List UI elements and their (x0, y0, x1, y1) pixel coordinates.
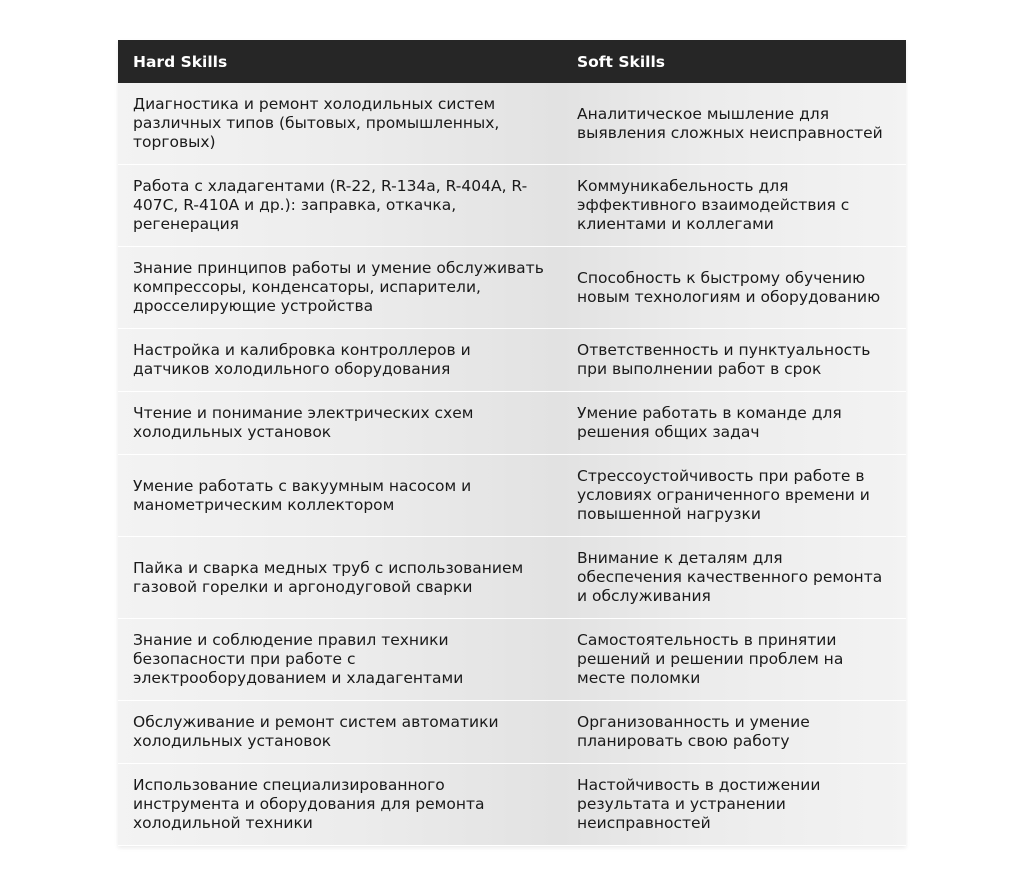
soft-skill-cell: Аналитическое мышление для выявления сложных неисправностей (577, 104, 883, 142)
hard-skill-cell: Диагностика и ремонт холодильных систем различных типов (бытовых, промышленных, торговых) (133, 95, 500, 151)
header-hard-skills: Hard Skills (133, 52, 228, 71)
hard-skill-cell: Настройка и калибровка контроллеров и датчиков холодильного оборудования (133, 341, 471, 378)
table-row (118, 537, 906, 619)
table-row (118, 329, 906, 392)
header-row (118, 40, 906, 83)
hard-skill-cell: Умение работать с вакуумным насосом и манометрическим коллектором (133, 476, 472, 514)
skills-table (118, 40, 906, 846)
table-row (118, 619, 906, 701)
table-header (118, 40, 906, 83)
table-body (118, 83, 906, 846)
soft-skill-cell: Стрессоустойчивость при работе в условиях ограниченного времени и повышенной нагрузки (577, 467, 870, 523)
soft-skill-cell: Ответственность и пунктуальность при выполнении работ в срок (577, 341, 871, 378)
skills-table-container (118, 40, 906, 846)
hard-skill-cell: Обслуживание и ремонт систем автоматики холодильных установок (133, 713, 499, 750)
table-row (118, 455, 906, 537)
soft-skill-cell: Настойчивость в достижении результата и устранении неисправностей (577, 776, 821, 832)
soft-skill-cell: Умение работать в команде для решения общих задач (577, 404, 842, 441)
table-row (118, 701, 906, 764)
soft-skill-cell: Организованность и умение планировать свою работу (577, 713, 810, 750)
soft-skill-cell: Самостоятельность в принятии решений и решении проблем на месте поломки (577, 631, 844, 687)
table-row (118, 764, 906, 846)
table-row (118, 247, 906, 329)
hard-skill-cell: Использование специализированного инструмента и оборудования для ремонта холодильной техники (133, 776, 485, 832)
hard-skill-cell: Пайка и сварка медных труб с использованием газовой горелки и аргонодуговой сварки (133, 558, 524, 596)
hard-skill-cell: Знание и соблюдение правил техники безопасности при работе с электрооборудованием и хладагентами (133, 631, 464, 687)
hard-skill-cell: Знание принципов работы и умение обслуживать компрессоры, конденсаторы, испарители, дросселирующие устройства (133, 259, 544, 315)
hard-skill-cell: Чтение и понимание электрических схем холодильных установок (133, 404, 474, 441)
soft-skill-cell: Коммуникабельность для эффективного взаимодействия с клиентами и коллегами (577, 177, 850, 233)
soft-skill-cell: Способность к быстрому обучению новым технологиям и оборудованию (577, 268, 881, 306)
header-soft-skills: Soft Skills (577, 52, 665, 71)
hard-skill-cell: Работа с хладагентами (R-22, R-134a, R-404A, R-407C, R-410A и др.): заправка, откачка, регенерация (133, 177, 528, 233)
soft-skill-cell: Внимание к деталям для обеспечения качественного ремонта и обслуживания (577, 549, 883, 605)
table-row (118, 392, 906, 455)
table-row (118, 83, 906, 165)
table-row (118, 165, 906, 247)
